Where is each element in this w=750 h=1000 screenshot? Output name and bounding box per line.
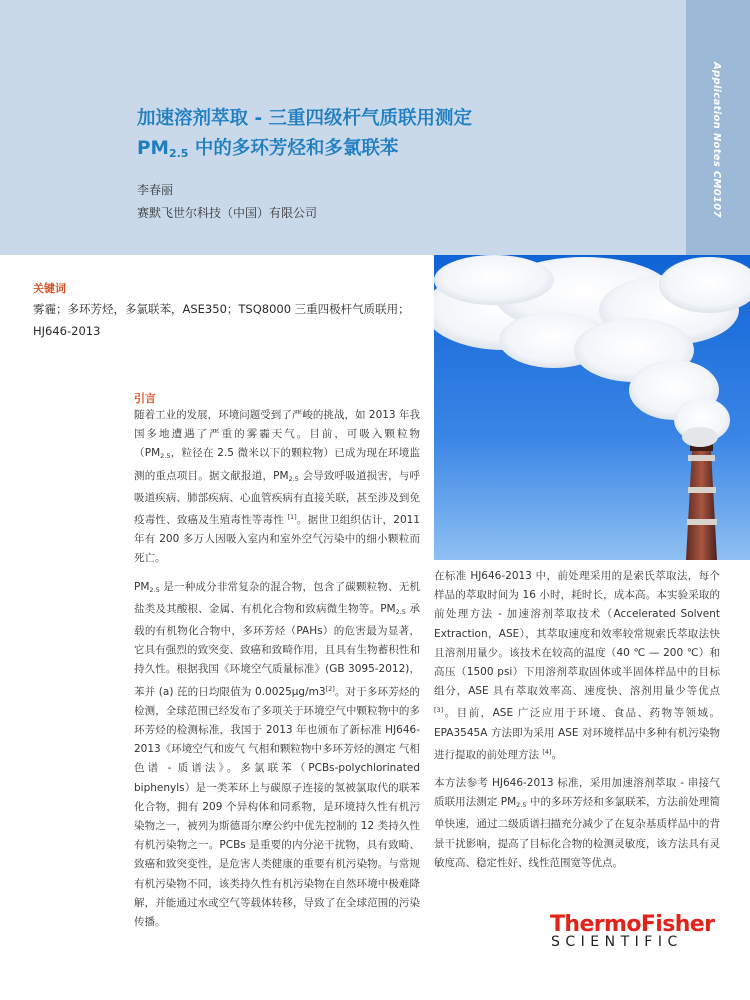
- author: 李春丽: [137, 183, 174, 197]
- keywords-heading: 关键词: [33, 282, 66, 295]
- title-line-2: $PM_{2.5}$ 中的多环芳烃和多氯联苯: [137, 138, 399, 160]
- page-title: [137, 104, 677, 169]
- intro-paragraph-2: $PM_{2.5}$ 是一种成分非常复杂的混合物，包含了碳颗粒物、无机盐类及其酸根、金属、有机化合物和致病微生物等。$PM_{2.5}$ 承载的有机物化合物中，多环芳烃（PAHs）的危害最为显著，它具有强烈的致突变、致癌和致畸作用，且具有生物蓄积性和持久性。根据我国《环境空气质量标准》(GB 3095-2012)，苯并 (a) 芘的日均限值为 0.0025μg/m3[2]。对于多环芳烃的检测，全球范围已经发布了多项关于环境空气中颗粒物中的多环芳烃的检测标准，我国于 2013 年也颁布了新标准 HJ646-2013《环境空气和废气 气相和颗粒物中多环芳烃的测定 气相色谱 - 质谱法》。多氯联苯（PCBs-polychlorinated biphenyls）是一类苯环上与碳原子连接的氢被氯取代的联苯化合物，拥有 209 个异构体和同系物，是环境持久性有机污染物之一，被列为斯德哥尔摩公约中优先控制的 12 类持久性有机污染物之一。PCBs 是重要的内分泌干扰物，具有致畸、致癌和致突变性，是危害人类健康的重要有机污染物。与常规有机污染物不同，该类持久性有机污染物在自然环境中极难降解，并能通过水或空气等载体转移，导致了在全球范围的污染传播。: [134, 580, 421, 929]
- title-line-1: 加速溶剂萃取 - 三重四级杆气质联用测定: [137, 108, 473, 129]
- thermo-fisher-logo: ThermoFisher: [550, 912, 715, 937]
- left-column: [134, 406, 420, 932]
- organization: 赛默飞世尔科技（中国）有限公司: [137, 206, 318, 220]
- scientific-wordmark: SCIENTIFIC: [551, 934, 683, 950]
- intro-paragraph-3: 在标准 HJ646-2013 中，前处理采用的是索氏萃取法，每个样品的萃取时间为 16 小时，耗时长，成本高。本实验采取的前处理方法 - 加速溶剂萃取技术（Accelerated Solvent Extraction，ASE），其萃取速度和效率较常规索氏萃取法快且溶剂用量少。该技术在较高的温度（40 ℃ — 200 ℃）和高压（1500 psi）下用溶剂萃取固体或半固体样品中的目标组分，ASE 具有萃取效率高、速度快、溶剂用量少等优点 [3]。目前，ASE 广泛应用于环境、食品、药物等领域。EPA3545A 方法即为采用 ASE 对环境样品中多种有机污染物进行提取的前处理方法 [4]。: [434, 570, 720, 761]
- smokestack-photo: [434, 255, 750, 560]
- intro-paragraph-4: 本方法参考 HJ646-2013 标准，采用加速溶剂萃取 - 串接气质联用法测定 $PM_{2.5}$ 中的多环芳烃和多氯联苯，方法前处理简单快速，通过二级质谱扫描充分减少了在复杂基质样品中的背景干扰影响，提高了目标化合物的检测灵敏度，该方法具有灵敏度高、稳定性好、线性范围宽等优点。: [434, 777, 720, 869]
- keywords-text: 雾霾；多环芳烃，多氯联苯，ASE350；TSQ8000 三重四极杆气质联用；HJ646-2013: [33, 302, 410, 338]
- intro-paragraph-1: 随着工业的发展，环境问题受到了严峻的挑战，如 2013 年我国多地遭遇了严重的雾霾天气。目前，可吸入颗粒物（$PM_{2.5}$，粒径在 2.5 微米以下的颗粒物）已成为现在环境监测的重点项目。据文献报道，$PM_{2.5}$ 会导致呼吸道损害，与呼吸道疾病、肺部疾病、心血管疾病有直接关联，甚至涉及到免疫毒性、致癌及生殖毒性等毒性 [1]。据世卫组织估计，2011 年有 200 多万人因吸入室内和室外空气污染中的细小颗粒而死亡。: [134, 409, 420, 565]
- application-notes-label: Application Notes CM0107: [711, 62, 722, 218]
- right-column: [434, 567, 720, 873]
- intro-heading: 引言: [134, 392, 156, 405]
